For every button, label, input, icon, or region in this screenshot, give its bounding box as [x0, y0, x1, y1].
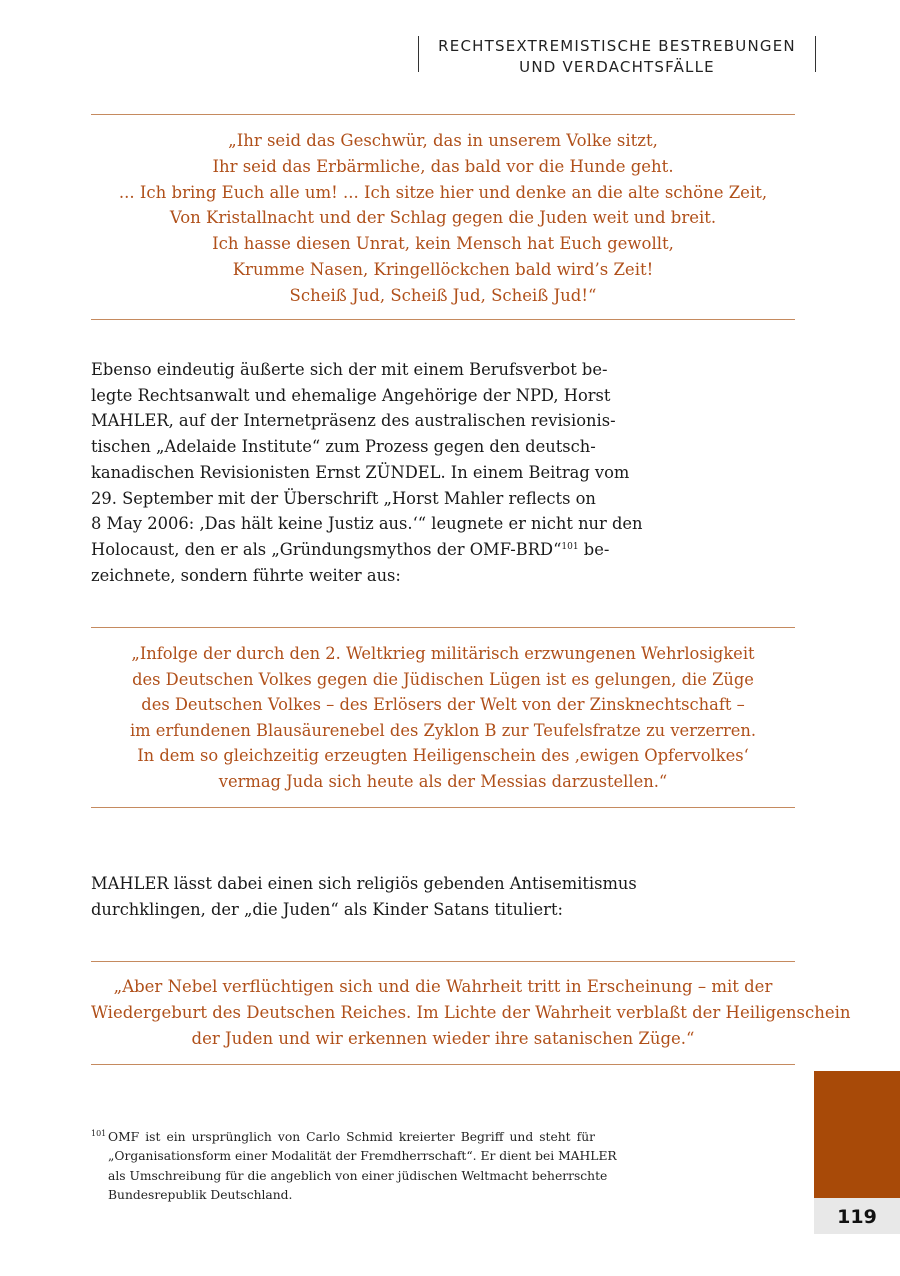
footnote-line: als Umschreibung für die angeblich von einer jüdischen Weltmacht beherrschte — [108, 1168, 608, 1183]
quote-block-1 — [91, 114, 795, 320]
paragraph-line: Ebenso eindeutig äußerte sich der mit einem Berufsverbot be- — [91, 360, 608, 379]
body-paragraph-2 — [91, 871, 637, 922]
quote-line: ... Ich bring Euch alle um! ... Ich sitze hier und denke an die alte schöne Zeit, — [118, 182, 768, 202]
quote-line: In dem so gleichzeitig erzeugten Heiligenschein des ‚ewigen Opfervolkes‘ — [137, 746, 749, 766]
paragraph-line: 8 May 2006: ‚Das hält keine Justiz aus.‘“ leugnete er nicht nur den — [91, 514, 643, 534]
paragraph-line: kanadischen Revisionisten Ernst ZÜNDEL. In einem Beitrag vom — [91, 462, 630, 482]
paragraph-line: MAHLER, auf der Internetpräsenz des australischen revisionis- — [91, 411, 616, 431]
paragraph-line: zeichnete, sondern führte weiter aus: — [91, 565, 401, 585]
quote-block-2 — [91, 627, 795, 808]
running-header — [418, 36, 816, 76]
quote-line: „Infolge der durch den 2. Weltkrieg militärisch erzwungenen Wehrlosigkeit — [131, 644, 755, 663]
quote-line: des Deutschen Volkes – des Erlösers der Welt von der Zinsknechtschaft – — [141, 695, 745, 715]
paragraph-text: be- — [578, 539, 610, 559]
footnote — [91, 1128, 617, 1205]
paragraph-line: 29. September mit der Überschrift „Horst Mahler reflects on — [91, 488, 596, 508]
quote-line: Ihr seid das Erbärmliche, das bald vor die Hunde geht. — [212, 156, 674, 176]
quote-line: Ich hasse diesen Unrat, kein Mensch hat Euch gewollt, — [212, 234, 674, 254]
page-number: 119 — [814, 1198, 900, 1234]
paragraph-text: Holocaust, den er als „Gründungsmythos der OMF-BRD“ — [91, 539, 562, 559]
footnote-number: 101 — [91, 1129, 107, 1138]
body-paragraph-1 — [91, 357, 643, 588]
quote-line: vermag Juda sich heute als der Messias darzustellen.“ — [218, 771, 668, 791]
chapter-tab — [814, 1071, 900, 1198]
paragraph-line: durchklingen, der „die Juden“ als Kinder Satans tituliert: — [91, 899, 563, 919]
quote-line: im erfundenen Blausäurenebel des Zyklon B zur Teufelsfratze zu verzerren. — [129, 720, 757, 740]
paragraph-line — [91, 537, 610, 563]
header-line-2: UND VERDACHTSFÄLLE — [519, 58, 715, 76]
quote-line: „Ihr seid das Geschwür, das in unserem Volke sitzt, — [228, 131, 658, 150]
quote-line: „Aber Nebel verflüchtigen sich und die Wahrheit tritt in Erscheinung – mit der — [113, 977, 773, 996]
quote-line: Von Kristallnacht und der Schlag gegen die Juden weit und breit. — [169, 208, 717, 228]
quote-block-3 — [91, 961, 851, 1065]
paragraph-line: legte Rechtsanwalt und ehemalige Angehörige der NPD, Horst — [91, 385, 611, 405]
paragraph-line: MAHLER lässt dabei einen sich religiös gebenden Antisemitismus — [91, 874, 637, 893]
quote-line: Scheiß Jud, Scheiß Jud, Scheiß Jud!“ — [289, 285, 597, 305]
quote-line: des Deutschen Volkes gegen die Jüdischen Lügen ist es gelungen, die Züge — [132, 669, 754, 689]
footnote-line: OMF ist ein ursprünglich von Carlo Schmid kreierter Begriff und steht für — [108, 1130, 595, 1144]
footnote-line: „Organisationsform einer Modalität der Fremdherrschaft“. Er dient bei MAHLER — [108, 1149, 617, 1164]
header-line-1: RECHTSEXTREMISTISCHE BESTREBUNGEN — [438, 37, 796, 55]
quote-line: Krumme Nasen, Kringellöckchen bald wird’s Zeit! — [232, 259, 654, 279]
quote-line: der Juden und wir erkennen wieder ihre satanischen Züge.“ — [191, 1029, 695, 1048]
footnote-line: Bundesrepublik Deutschland. — [108, 1187, 293, 1202]
footnote-text — [108, 1128, 617, 1205]
paragraph-line: tischen „Adelaide Institute“ zum Prozess gegen den deutsch- — [91, 437, 596, 457]
footnote-reference[interactable]: 101 — [561, 541, 579, 552]
quote-line: Wiedergeburt des Deutschen Reiches. Im Lichte der Wahrheit verblaßt der Heiligenschein — [91, 1003, 851, 1022]
